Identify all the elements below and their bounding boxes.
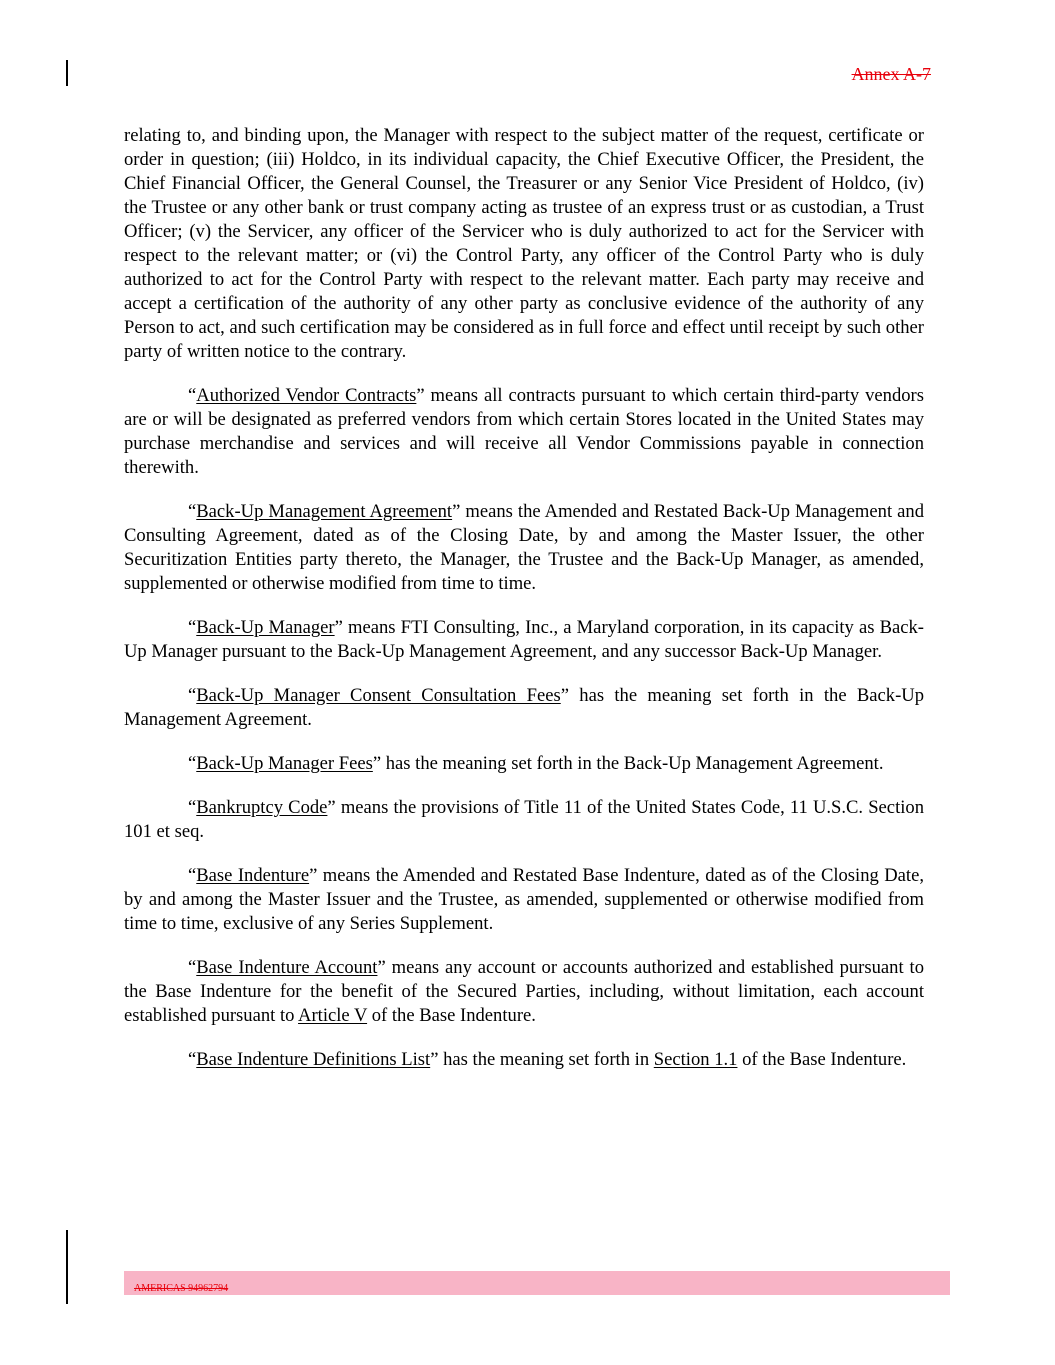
footer-band — [124, 1271, 950, 1295]
annex-header: Annex A-7 — [851, 64, 931, 84]
definition-text: ” means FTI Consulting, Inc., a Maryland corporation, in its capacity as Back-Up Manager pursuant to the Back-Up Management Agreement, and any successor Back-Up Manager. — [124, 617, 924, 662]
definition-text: ” means the Amended and Restated Back-Up Management and Consulting Agreement, dated as of the Closing Date, by and among the Master Issuer, the other Securitization Entities party thereto, the Manager, the Trustee and the Back-Up Manager, as amended, supplemented or otherwise modified from time to time. — [124, 501, 924, 594]
document-body — [124, 124, 924, 1092]
defined-term: Back-Up Manager Consent Consultation Fees — [196, 685, 561, 706]
definition-back-up-manager-consent-fees: “Back-Up Manager Consent Consultation Fees” has the meaning set forth in the Back-Up Management Agreement. — [124, 685, 924, 730]
defined-term: Base Indenture Definitions List — [196, 1049, 431, 1070]
cross-reference: Section 1.1 — [653, 1049, 738, 1070]
definition-back-up-manager: “Back-Up Manager” means FTI Consulting, Inc., a Maryland corporation, in its capacity as Back-Up Manager pursuant to the Back-Up Management Agreement, and any successor Back-Up Manager. — [124, 617, 924, 662]
defined-term: Back-Up Manager Fees — [196, 753, 373, 774]
revision-bar-top — [66, 60, 68, 86]
definition-back-up-management-agreement: “Back-Up Management Agreement” means the Amended and Restated Back-Up Management and Consulting Agreement, dated as of the Closing Date, by and among the Master Issuer, the other Securitization Entities party thereto, the Manager, the Trustee and the Back-Up Manager, as amended, supplemented or otherwise modified from time to time. — [124, 501, 924, 594]
definition-text: ” has the meaning set forth in — [430, 1049, 654, 1070]
defined-term: Base Indenture Account — [196, 957, 378, 978]
definition-text: ” means any account or accounts authorized and established pursuant to the Base Indenture for the benefit of the Secured Parties, including, without limitation, each account established pursuant to — [124, 957, 924, 1026]
defined-term: Back-Up Manager — [196, 617, 335, 638]
definition-base-indenture-definitions-list: “Base Indenture Definitions List” has the meaning set forth in Section 1.1 of the Base Indenture. — [188, 1049, 907, 1070]
intro-paragraph: relating to, and binding upon, the Manager with respect to the subject matter of the request, certificate or order in question; (iii) Holdco, in its individual capacity, the Chief Executive Officer, the President, the Chief Financial Officer, the General Counsel, the Treasurer or any Senior Vice President of Holdco, (iv) the Trustee or any other bank or trust company acting as trustee of an express trust or as custodian, a Trust Officer; (v) the Servicer, any officer of the Servicer who is duly authorized to act for the Servicer with respect to the relevant matter; or (vi) the Control Party, any officer of the Control Party who is duly authorized to act for the Control Party with respect to the relevant matter. Each party may receive and accept a certification of the authority of any other party as conclusive evidence of the authority of any Person to act, and such certification may be considered as in full force and effect until receipt by such other party of written notice to the contrary. — [124, 125, 924, 362]
definition-bankruptcy-code: “Bankruptcy Code” means the provisions of Title 11 of the United States Code, 11 U.S.C. Section 101 et seq. — [124, 797, 924, 842]
definition-text: ” has the meaning set forth in the Back-Up Management Agreement. — [124, 685, 924, 730]
definition-text: ” means the provisions of Title 11 of the United States Code, 11 U.S.C. Section 101 et seq. — [124, 797, 924, 842]
definition-base-indenture-account: “Base Indenture Account” means any account or accounts authorized and established pursuant to the Base Indenture for the benefit of the Secured Parties, including, without limitation, each account established pursuant to Article V of the Base Indenture. — [124, 957, 924, 1026]
defined-term: Bankruptcy Code — [196, 797, 328, 818]
definition-text: ” means all contracts pursuant to which certain third-party vendors are or will be designated as preferred vendors from which certain Stores located in the United States may purchase merchandise and services and will receive all Vendor Commissions payable in connection therewith. — [124, 385, 924, 478]
definition-text: ” has the meaning set forth in the Back-Up Management Agreement. — [372, 753, 884, 774]
definition-text: ” means the Amended and Restated Base Indenture, dated as of the Closing Date, by and among the Master Issuer and the Trustee, as amended, supplemented or otherwise modified from time to time, exclusive of any Series Supplement. — [124, 865, 924, 934]
definition-authorized-vendor-contracts: “Authorized Vendor Contracts” means all contracts pursuant to which certain third-party vendors are or will be designated as preferred vendors from which certain Stores located in the United States may purchase merchandise and services and will receive all Vendor Commissions payable in connection therewith. — [124, 385, 924, 478]
revision-bar-bottom — [66, 1230, 68, 1304]
definition-text: of the Base Indenture. — [367, 1005, 536, 1026]
defined-term: Back-Up Management Agreement — [196, 501, 453, 522]
definition-text: of the Base Indenture. — [737, 1049, 907, 1070]
defined-term: Authorized Vendor Contracts — [196, 385, 417, 406]
definition-back-up-manager-fees: “Back-Up Manager Fees” has the meaning set forth in the Back-Up Management Agreement. — [188, 753, 884, 774]
definition-base-indenture: “Base Indenture” means the Amended and Restated Base Indenture, dated as of the Closing Date, by and among the Master Issuer and the Trustee, as amended, supplemented or otherwise modified from time to time, exclusive of any Series Supplement. — [124, 865, 924, 934]
document-id: AMERICAS 94962794 — [134, 1283, 229, 1294]
cross-reference: Article V — [298, 1005, 368, 1026]
defined-term: Base Indenture — [196, 865, 310, 886]
